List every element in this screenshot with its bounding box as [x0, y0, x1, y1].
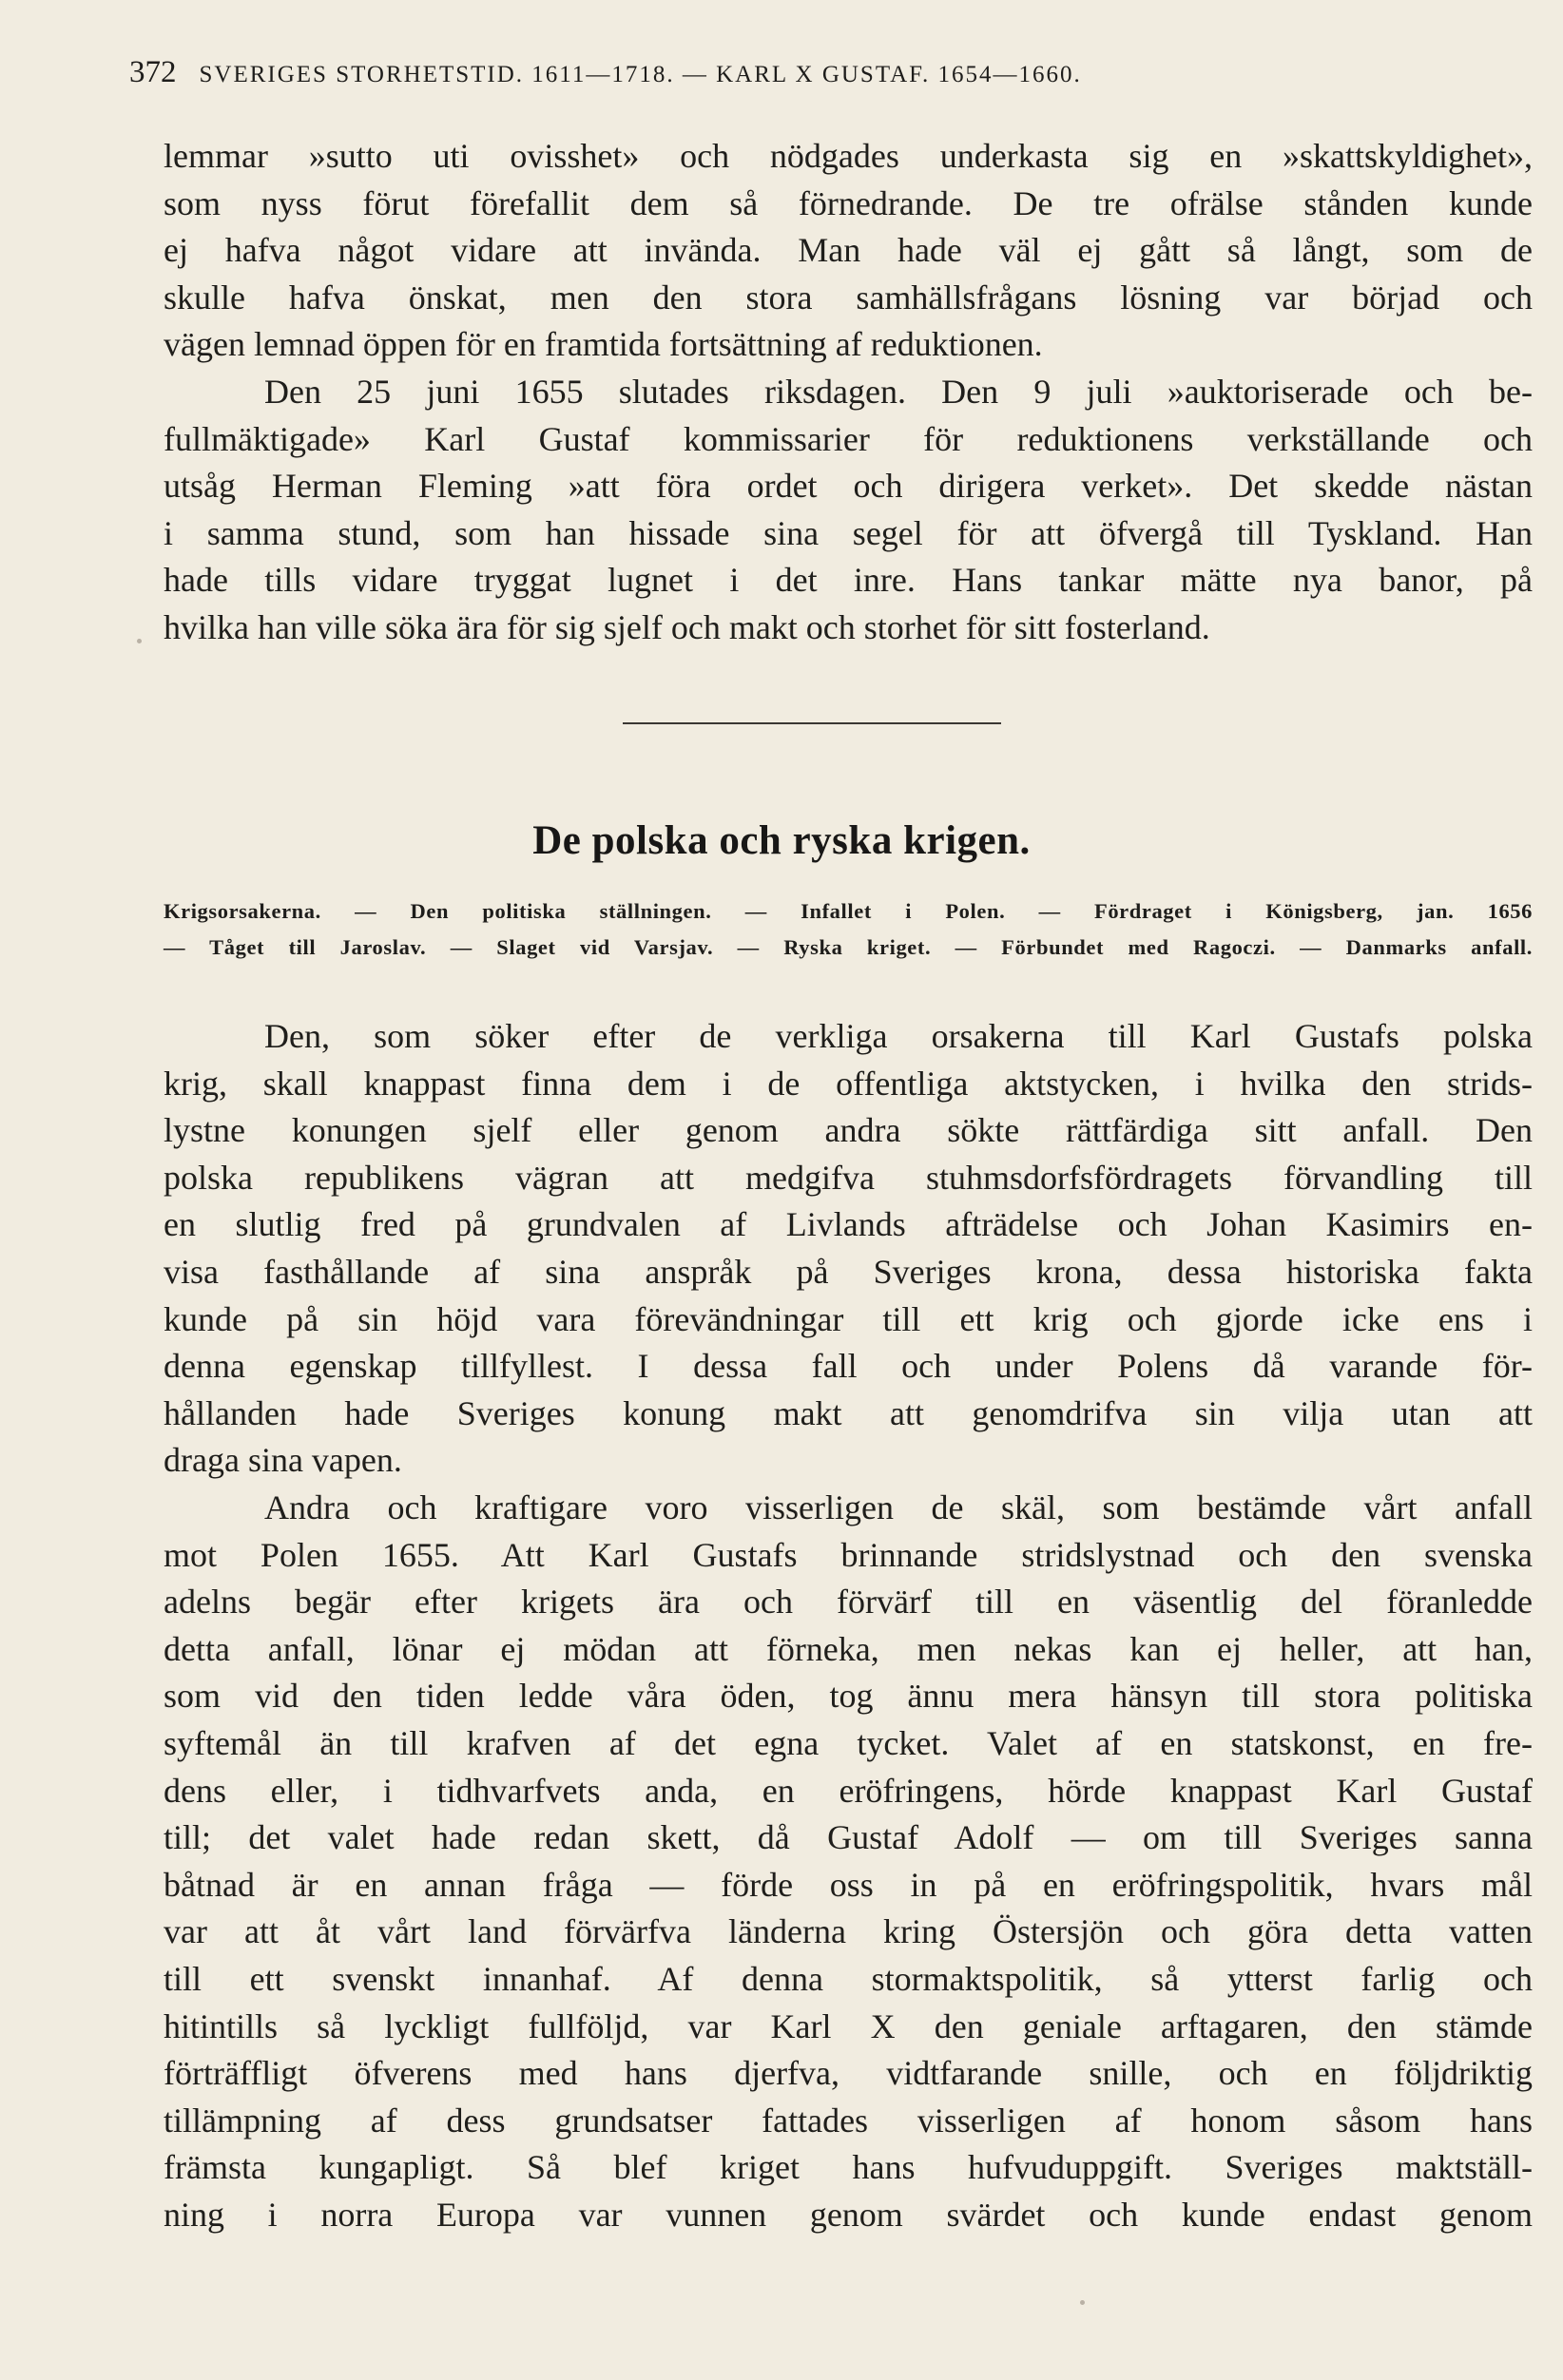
text-line: dens eller, i tidhvarfvets anda, en eröfringens, hörde knappast Karl Gustaf — [164, 1771, 1533, 1810]
text-line: draga sina vapen. — [164, 1441, 402, 1480]
section-divider — [623, 722, 1001, 724]
text-line: som vid den tiden ledde våra öden, tog ännu mera hänsyn till stora politiska — [164, 1677, 1533, 1716]
text-line: skulle hafva önskat, men den stora samhällsfrågans lösning var börjad och — [164, 278, 1533, 317]
print-speck — [137, 639, 142, 643]
text-line: båtnad är en annan fråga — förde oss in på en eröfringspolitik, hvars mål — [164, 1865, 1533, 1904]
paragraph-riksdag — [164, 369, 1533, 652]
text-line: till; det valet hade redan skett, då Gustaf Adolf — om till Sveriges sanna — [164, 1818, 1533, 1857]
paragraph-war-causes — [164, 1013, 1533, 1485]
text-line: denna egenskap tillfyllest. I dessa fall och under Polens då varande för- — [164, 1347, 1533, 1386]
chapter-summary-line: — Tåget till Jaroslav. — Slaget vid Varsjav. — Ryska kriget. — Förbundet med Ragoczi. — Danmarks anfall. — [164, 935, 1533, 959]
paragraph-continuation — [164, 133, 1533, 369]
text-line: kunde på sin höjd vara förevändningar till ett krig och gjorde icke ens i — [164, 1299, 1533, 1338]
text-line: var att åt vårt land förvärfva länderna kring Östersjön och göra detta vatten — [164, 1912, 1533, 1951]
text-line: förträffligt öfverens med hans djerfva, vidtfarande snille, och en följdriktig — [164, 2054, 1533, 2093]
running-title: SVERIGES STORHETSTID. 1611—1718. — KARL X GUSTAF. 1654—1660. — [199, 62, 1082, 87]
text-line: Den, som söker efter de verkliga orsakerna till Karl Gustafs polska — [264, 1017, 1533, 1055]
text-line: krig, skall knappast finna dem i de offentliga aktstycken, i hvilka den strids- — [164, 1064, 1533, 1103]
text-line: i samma stund, som han hissade sina segel för att öfvergå till Tyskland. Han — [164, 513, 1533, 552]
text-line: Andra och kraftigare voro visserligen de skäl, som bestämde vårt anfall — [264, 1488, 1533, 1526]
text-line: till ett svenskt innanhaf. Af denna stormaktspolitik, så ytterst farlig och — [164, 1959, 1533, 1998]
text-line: en slutlig fred på grundvalen af Livlands afträdelse och Johan Kasimirs en- — [164, 1205, 1533, 1244]
text-line: Den 25 juni 1655 slutades riksdagen. Den 9 juli »auktoriserade och be- — [264, 373, 1533, 411]
text-line: visa fasthållande af sina anspråk på Sveriges krona, dessa historiska fakta — [164, 1252, 1533, 1291]
chapter-summary-line: Krigsorsakerna. — Den politiska ställningen. — Infallet i Polen. — Fördraget i Königsberg, jan. 1656 — [164, 899, 1533, 923]
text-line: ning i norra Europa var vunnen genom svärdet och kunde endast genom — [164, 2195, 1533, 2234]
text-line: syftemål än till krafven af det egna tycket. Valet af en statskonst, en fre- — [164, 1723, 1533, 1762]
text-line: hitintills så lyckligt fullföljd, var Karl X den geniale arftagaren, den stämde — [164, 2006, 1533, 2045]
print-speck — [1080, 2300, 1085, 2305]
text-line: adelns begär efter krigets ära och förvärf till en väsentlig del föranledde — [164, 1583, 1533, 1622]
text-line: lystne konungen sjelf eller genom andra sökte rättfärdiga sitt anfall. Den — [164, 1111, 1533, 1150]
text-line: ej hafva något vidare att invända. Man hade väl ej gått så långt, som de — [164, 231, 1533, 270]
text-line: främsta kungapligt. Så blef kriget hans hufvuduppgift. Sveriges maktställ- — [164, 2148, 1533, 2187]
text-line: polska republikens vägran att medgifva stuhmsdorfsfördragets förvandling till — [164, 1158, 1533, 1197]
page-number: 372 — [129, 55, 177, 89]
text-line: tillämpning af dess grundsatser fattades visserligen af honom såsom hans — [164, 2101, 1533, 2140]
text-line: hållanden hade Sveriges konung makt att genomdrifva sin vilja utan att — [164, 1393, 1533, 1432]
text-line: hvilka han ville söka ära för sig sjelf och makt och storhet för sitt fosterland. — [164, 607, 1210, 646]
section-title: De polska och ryska krigen. — [532, 818, 1031, 863]
text-line: detta anfall, lönar ej mödan att förneka, men nekas kan ej heller, att han, — [164, 1629, 1533, 1668]
running-head — [129, 55, 1460, 93]
text-line: mot Polen 1655. Att Karl Gustafs brinnande stridslystnad och den svenska — [164, 1535, 1533, 1574]
text-line: fullmäktigade» Karl Gustaf kommissarier för reduktionens verkställande och — [164, 419, 1533, 458]
paragraph-stronger-reasons — [164, 1485, 1533, 2239]
text-line: hade tills vidare tryggat lugnet i det inre. Hans tankar mätte nya banor, på — [164, 561, 1533, 600]
text-line: vägen lemnad öppen för en framtida fortsättning af reduktionen. — [164, 325, 1043, 364]
text-line: lemmar »sutto uti ovisshet» och nödgades underkasta sig en »skattskyldighet», — [164, 137, 1533, 175]
text-line: som nyss förut förefallit dem så förnedrande. De tre ofrälse stånden kunde — [164, 183, 1533, 222]
text-line: utsåg Herman Fleming »att föra ordet och dirigera verket». Det skedde nästan — [164, 467, 1533, 506]
